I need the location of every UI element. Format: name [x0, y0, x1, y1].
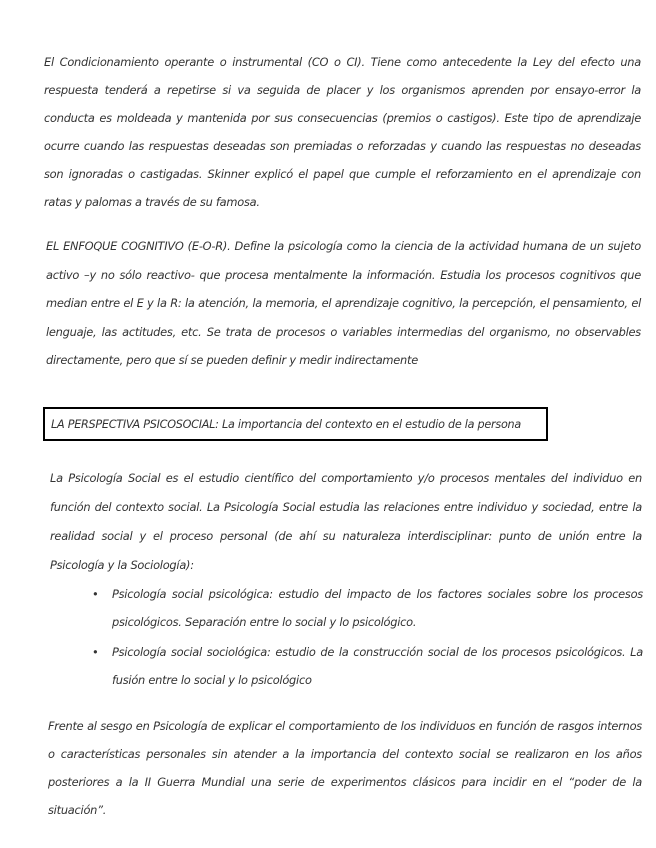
- list-item: [88, 638, 643, 694]
- bullet-icon: •: [92, 645, 99, 659]
- paragraph-operant-conditioning: El Condicionamiento operante o instrumental (CO o CI). Tiene como antecedente la Ley del efecto una respuesta tenderá a repetirse si va seguida de placer y los organismos aprenden por ensayo-error la conducta es moldeada y mantenida por sus consecuencias (premios o castigos). Este tipo de aprendizaje ocurre cuando las respuestas deseadas son premiadas o reforzadas y cuando las respuestas no deseadas son ignoradas o castigadas. Skinner explicó el papel que cumple el reforzamiento en el aprendizaje con ratas y palomas a través de su famosa.: [44, 55, 641, 209]
- bullet-icon: •: [92, 587, 99, 601]
- section-heading-psychosocial: LA PERSPECTIVA PSICOSOCIAL: La importancia del contexto en el estudio de la persona: [43, 407, 548, 441]
- paragraph-closing: Frente al sesgo en Psicología de explicar el comportamiento de los individuos en función de rasgos internos o características personales sin atender a la importancia del contexto social se realizaron en los años posteriores a la II Guerra Mundial una serie de experimentos clásicos para incidir en el “poder de la situación”.: [48, 719, 642, 817]
- bullet-list: [88, 580, 643, 696]
- list-item: [88, 580, 643, 636]
- paragraph-social-psychology: La Psicología Social es el estudio científico del comportamiento y/o procesos mentales del individuo en función del contexto social. La Psicología Social estudia las relaciones entre individuo y sociedad, entre la realidad social y el proceso personal (de ahí su naturaleza interdisciplinar: punto de unión entre la Psicología y la Sociología):: [50, 471, 642, 572]
- list-item-text: Psicología social psicológica: estudio del impacto de los factores sociales sobre los procesos psicológicos. Separación entre lo social y lo psicológico.: [112, 587, 643, 629]
- paragraph-cognitive-approach: EL ENFOQUE COGNITIVO (E-O-R). Define la psicología como la ciencia de la actividad humana de un sujeto activo –y no sólo reactivo- que procesa mentalmente la información. Estudia los procesos cognitivos que median entre el E y la R: la atención, la memoria, el aprendizaje cognitivo, la percepción, el pensamiento, el lenguaje, las actitudes, etc. Se trata de procesos o variables intermedias del organismo, no observables directamente, pero que sí se pueden definir y medir indirectamente: [46, 239, 641, 367]
- list-item-text: Psicología social sociológica: estudio de la construcción social de los procesos psicológicos. La fusión entre lo social y lo psicológico: [112, 645, 643, 687]
